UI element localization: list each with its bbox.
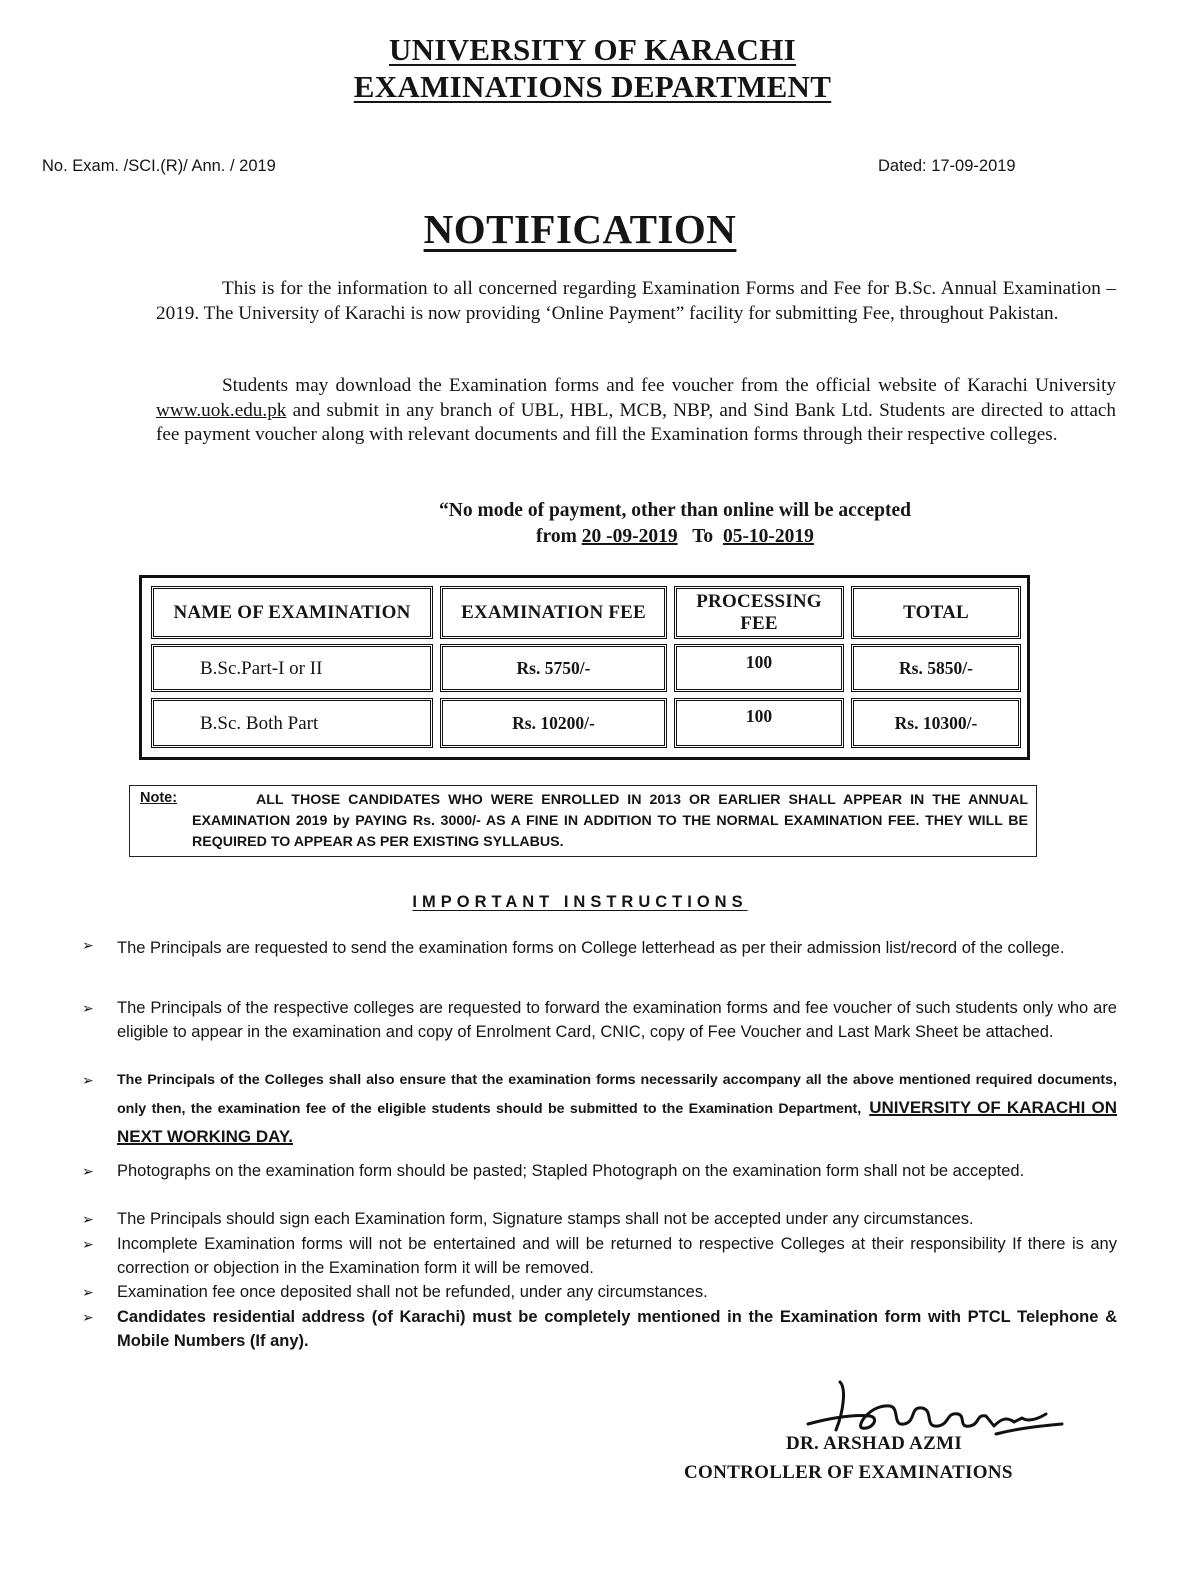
- from-date: 20 -09-2019: [581, 526, 678, 547]
- reference-date: Dated: 17-09-2019: [878, 157, 1016, 175]
- table-cell-exam-fee: Rs. 10200/-: [440, 698, 667, 748]
- university-title: UNIVERSITY OF KARACHI: [388, 32, 797, 67]
- bullet-icon: ➢: [82, 937, 94, 953]
- table-header-total: TOTAL: [851, 586, 1021, 639]
- department-title: EXAMINATIONS DEPARTMENT: [353, 69, 832, 104]
- table-cell-total: Rs. 10300/-: [851, 698, 1021, 748]
- reference-number: No. Exam. /SCI.(R)/ Ann. / 2019: [42, 157, 276, 175]
- fee-table: [139, 575, 1030, 760]
- instruction-item: The Principals of the respective colleges are requested to forward the examination forms and fee voucher of such students only who are eligible to appear in the examination and copy of Enrolment Card, CNIC, copy of Fee Voucher and Last Mark Sheet be attached.: [117, 999, 1117, 1041]
- instruction-item: The Principals of the Colleges shall also ensure that the examination forms necessarily accompany all the above mentioned required documents, only then, the examination fee of the eligible students should be submitted to the Examination Department, UNIVERSITY OF KARACHI ON NEXT WORKING DAY.: [117, 1072, 1117, 1146]
- bullet-icon: ➢: [82, 1072, 94, 1088]
- bullet-icon: ➢: [82, 1284, 94, 1300]
- bullet-icon: ➢: [82, 1163, 94, 1179]
- to-date: 05-10-2019: [722, 526, 814, 547]
- note-box: [129, 785, 1037, 857]
- table-header-exam-fee: EXAMINATION FEE: [440, 586, 667, 639]
- download-paragraph: Students may download the Examination forms and fee voucher from the official website of Karachi University www.uok.edu.pk and submit in any branch of UBL, HBL, MCB, NBP, and Sind Bank Ltd. Students are directed to attach fee payment voucher along with relevant documents and fill the Examination forms through their respective colleges.: [156, 375, 1116, 446]
- table-cell-processing-fee: 100: [674, 698, 844, 748]
- table-cell-processing-fee: 100: [674, 644, 844, 692]
- table-cell-name: B.Sc. Both Part: [151, 698, 433, 748]
- table-cell-total: Rs. 5850/-: [851, 644, 1021, 692]
- note-text: ALL THOSE CANDIDATES WHO WERE ENROLLED IN 2013 OR EARLIER SHALL APPEAR IN THE ANNUAL EXAMINATION 2019 by PAYING Rs. 3000/- AS A FINE IN ADDITION TO THE NORMAL EXAMINATION FEE. THEY WILL BE REQUIRED TO APPEAR AS PER EXISTING SYLLABUS.: [192, 792, 1028, 850]
- instruction-item: The Principals are requested to send the examination forms on College letterhead as per their admission list/record of the college.: [117, 939, 1065, 957]
- instruction-item: Examination fee once deposited shall not be refunded, under any circumstances.: [117, 1283, 708, 1301]
- table-cell-exam-fee: Rs. 5750/-: [440, 644, 667, 692]
- website-link[interactable]: www.uok.edu.pk: [156, 399, 287, 421]
- payment-notice-dates: from 20 -09-2019 To 05-10-2019: [536, 526, 814, 547]
- table-header-processing-fee: PROCESSING FEE: [674, 586, 844, 639]
- page-title: NOTIFICATION: [423, 206, 737, 252]
- instruction-item: Incomplete Examination forms will not be entertained and will be returned to respective Colleges at their responsibility If there is any correction or objection in the Examination form it will be removed.: [117, 1235, 1117, 1277]
- intro-paragraph: This is for the information to all concerned regarding Examination Forms and Fee for B.Sc. Annual Examination – 2019. The University of Karachi is now providing ‘Online Payment” facility for submitting Fee, throughout Pakistan.: [156, 278, 1116, 324]
- signatory-name: DR. ARSHAD AZMI: [786, 1433, 963, 1454]
- instructions-title: IMPORTANT INSTRUCTIONS: [412, 893, 748, 911]
- instruction-emphasis: UNIVERSITY OF KARACHI ON NEXT WORKING DAY.: [117, 1098, 1117, 1146]
- bullet-icon: ➢: [82, 1236, 94, 1252]
- bullet-icon: ➢: [82, 1211, 94, 1227]
- bullet-icon: ➢: [82, 1000, 94, 1016]
- instruction-item: The Principals should sign each Examination form, Signature stamps shall not be accepted under any circumstances.: [117, 1210, 974, 1228]
- signatory-designation: CONTROLLER OF EXAMINATIONS: [684, 1462, 1013, 1483]
- instruction-item: Photographs on the examination form should be pasted; Stapled Photograph on the examination form shall not be accepted.: [117, 1162, 1025, 1180]
- table-cell-name: B.Sc.Part-I or II: [151, 644, 433, 692]
- table-header-name: NAME OF EXAMINATION: [151, 586, 433, 639]
- instruction-item: Candidates residential address (of Karachi) must be completely mentioned in the Examination form with PTCL Telephone & Mobile Numbers (If any).: [117, 1308, 1117, 1350]
- note-label: Note:: [140, 790, 178, 806]
- payment-notice-line1: “No mode of payment, other than online will be accepted: [439, 500, 911, 521]
- bullet-icon: ➢: [82, 1309, 94, 1325]
